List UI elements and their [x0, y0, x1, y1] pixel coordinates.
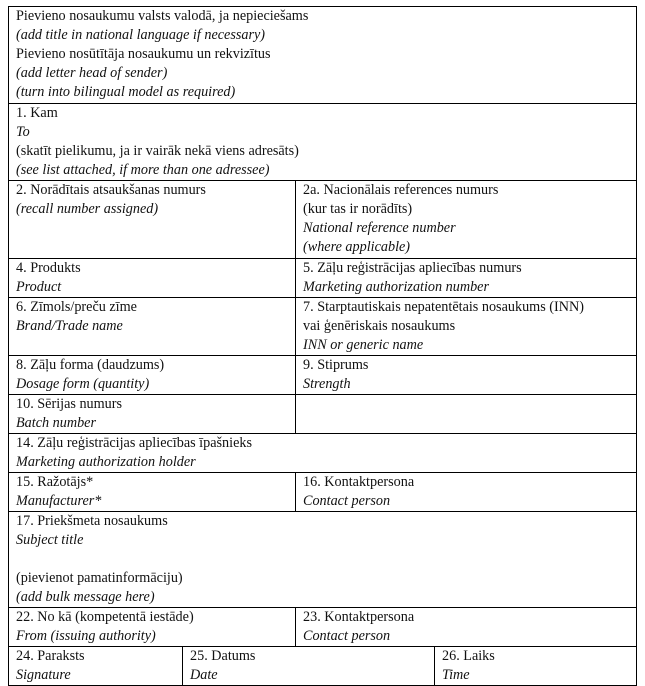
header-bilingual-note: (turn into bilingual model as required): [16, 84, 236, 100]
recall-number-label: 2. Norādītais atsaukšanas numurs: [16, 182, 206, 198]
ma-number-cell[interactable]: [296, 259, 637, 298]
national-reference-cell[interactable]: [296, 181, 637, 259]
brand-cell[interactable]: [9, 298, 296, 356]
signature-cell[interactable]: [9, 647, 183, 686]
header-title-en: (add title in national language if necessary): [16, 27, 266, 43]
from-authority-cell[interactable]: [9, 608, 296, 647]
from-contact-person-cell[interactable]: [296, 608, 637, 647]
inn-label-2: vai ģenēriskais nosaukums: [303, 318, 456, 334]
subject-row: [9, 512, 637, 608]
dosage-form-cell[interactable]: [9, 356, 296, 395]
national-reference-label-en: National reference number: [303, 220, 456, 236]
to-note: (skatīt pielikumu, ja ir vairāk nekā viens adresāts): [16, 143, 299, 159]
inn-label: 7. Starptautiskais nepatentētais nosaukums (INN): [303, 299, 584, 315]
product-cell[interactable]: [9, 259, 296, 298]
inn-label-en: INN or generic name: [303, 337, 424, 353]
time-cell[interactable]: [435, 647, 637, 686]
ma-holder-cell[interactable]: [9, 434, 637, 473]
recall-number-label-en: (recall number assigned): [16, 201, 159, 217]
inn-cell[interactable]: [296, 298, 637, 356]
date-cell[interactable]: [183, 647, 435, 686]
strength-label: 9. Stiprums: [303, 357, 369, 373]
subject-cell[interactable]: [9, 512, 637, 608]
to-label-en: To: [16, 124, 30, 140]
product-label: 4. Produkts: [16, 260, 81, 276]
ma-holder-row: [9, 434, 637, 473]
header-cell[interactable]: [9, 7, 637, 104]
from-contact-person-label-en: Contact person: [303, 628, 391, 644]
batch-number-cell[interactable]: [9, 395, 296, 434]
header-row: [9, 7, 637, 104]
subject-title-label: 17. Priekšmeta nosaukums: [16, 513, 168, 529]
date-label-en: Date: [190, 667, 218, 683]
recall-notification-form: [8, 6, 637, 686]
from-authority-label: 22. No kā (kompetentā iestāde): [16, 609, 194, 625]
recall-number-cell[interactable]: [9, 181, 296, 259]
to-label: 1. Kam: [16, 105, 58, 121]
ma-holder-label: 14. Zāļu reģistrācijas apliecības īpašnieks: [16, 435, 252, 451]
dosage-row: [9, 356, 637, 395]
manufacturer-label-en: Manufacturer*: [16, 493, 102, 509]
batch-number-label: 10. Sērijas numurs: [16, 396, 123, 412]
header-sender-lv: Pievieno nosūtītāja nosaukumu un rekvizītus: [16, 46, 271, 62]
time-label: 26. Laiks: [442, 648, 495, 664]
time-label-en: Time: [442, 667, 470, 683]
strength-label-en: Strength: [303, 376, 351, 392]
from-contact-person-label: 23. Kontaktpersona: [303, 609, 415, 625]
signature-label-en: Signature: [16, 667, 71, 683]
subject-note-en: (add bulk message here): [16, 589, 155, 605]
contact-person-label: 16. Kontaktpersona: [303, 474, 415, 490]
manufacturer-row: [9, 473, 637, 512]
strength-cell[interactable]: [296, 356, 637, 395]
batch-empty-cell[interactable]: [296, 395, 637, 434]
from-row: [9, 608, 637, 647]
national-reference-note-en: (where applicable): [303, 239, 411, 255]
subject-spacer: [16, 550, 636, 569]
dosage-form-label: 8. Zāļu forma (daudzums): [16, 357, 165, 373]
product-row: [9, 259, 637, 298]
ma-number-label: 5. Zāļu reģistrācijas apliecības numurs: [303, 260, 522, 276]
national-reference-note: (kur tas ir norādīts): [303, 201, 413, 217]
dosage-form-label-en: Dosage form (quantity): [16, 376, 150, 392]
signature-row: [9, 647, 637, 686]
signature-label: 24. Paraksts: [16, 648, 85, 664]
from-authority-label-en: From (issuing authority): [16, 628, 156, 644]
national-reference-label: 2a. Nacionālais references numurs: [303, 182, 499, 198]
subject-note: (pievienot pamatinformāciju): [16, 570, 183, 586]
batch-number-label-en: Batch number: [16, 415, 96, 431]
brand-row: [9, 298, 637, 356]
brand-label: 6. Zīmols/preču zīme: [16, 299, 137, 315]
manufacturer-label: 15. Ražotājs*: [16, 474, 94, 490]
ma-holder-label-en: Marketing authorization holder: [16, 454, 196, 470]
contact-person-label-en: Contact person: [303, 493, 391, 509]
brand-label-en: Brand/Trade name: [16, 318, 123, 334]
contact-person-cell[interactable]: [296, 473, 637, 512]
batch-row: [9, 395, 637, 434]
header-title-lv: Pievieno nosaukumu valsts valodā, ja nepieciešams: [16, 8, 309, 24]
to-note-en: (see list attached, if more than one adressee): [16, 162, 270, 178]
date-label: 25. Datums: [190, 648, 256, 664]
ma-number-label-en: Marketing authorization number: [303, 279, 490, 295]
recall-row: [9, 181, 637, 259]
header-sender-en: (add letter head of sender): [16, 65, 168, 81]
product-label-en: Product: [16, 279, 62, 295]
manufacturer-cell[interactable]: [9, 473, 296, 512]
to-cell[interactable]: [9, 104, 637, 181]
subject-title-label-en: Subject title: [16, 532, 84, 548]
to-row: [9, 104, 637, 181]
